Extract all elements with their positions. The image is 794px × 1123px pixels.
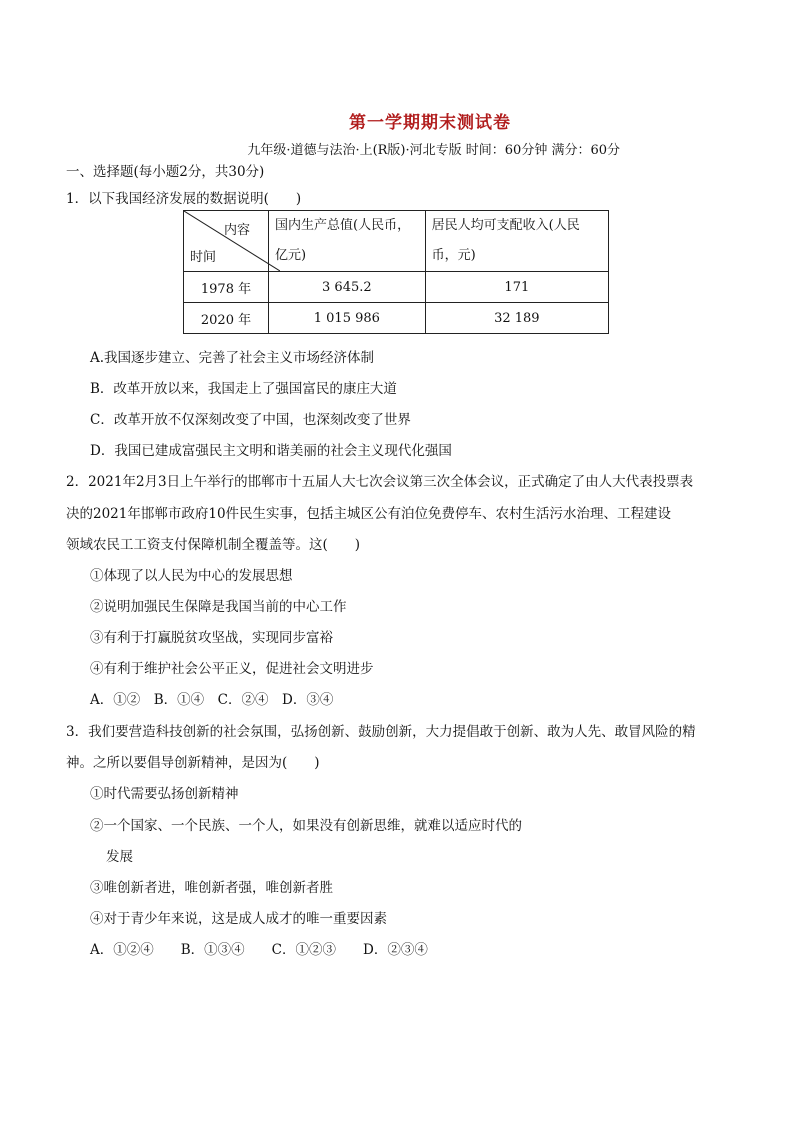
row-year: 1978 年 [184, 272, 269, 303]
corner-label-time: 时间 [190, 250, 217, 265]
row-income: 171 [425, 272, 608, 303]
question-2-options: A．①② B．①④ C．②④ D．③④ [90, 692, 334, 708]
row-gdp: 3 645.2 [269, 272, 426, 303]
question-2-item-4: ④有利于维护社会公平正义，促进社会文明进步 [90, 661, 374, 677]
column-header-gdp [269, 211, 426, 272]
row-gdp: 1 015 986 [269, 303, 426, 334]
question-2-stem-line2: 决的2021年邯郸市政府10件民生实事，包括主城区公有泊位免费停车、农村生活污水治理、工程建设 [66, 506, 672, 522]
column-header-gdp-line1: 国内生产总值(人民币， [275, 218, 411, 233]
question-2-stem-line3: 领域农民工工资支付保障机制全覆盖等。这( ) [66, 537, 361, 553]
row-year: 2020 年 [184, 303, 269, 334]
question-1-option-b: B．改革开放以来，我国走上了强国富民的康庄大道 [90, 381, 397, 397]
economy-data-table [183, 210, 609, 334]
question-3-item-1: ①时代需要弘扬创新精神 [90, 786, 239, 802]
question-3-item-2: ②一个国家、一个民族、一个人，如果没有创新思维，就难以适应时代的 [90, 818, 522, 834]
question-1-option-d: D．我国已建成富强民主文明和谐美丽的社会主义现代化强国 [90, 443, 452, 459]
question-3-options: A．①②④ B．①③④ C．①②③ D．②③④ [90, 942, 428, 958]
section-heading: 一、选择题(每小题2分，共30分) [66, 164, 265, 180]
question-3-stem-line2: 神。之所以要倡导创新精神，是因为( ) [66, 755, 320, 771]
table-row [184, 303, 609, 334]
question-3-stem-line1: 3．我们要营造科技创新的社会氛围，弘扬创新、鼓励创新，大力提倡敢于创新、敢为人先、敢冒风险的精 [66, 724, 696, 740]
table-row [184, 272, 609, 303]
column-header-gdp-line2: 亿元) [275, 248, 307, 263]
column-header-income-line2: 币，元) [431, 248, 476, 263]
question-1-option-a: A.我国逐步建立、完善了社会主义市场经济体制 [90, 350, 375, 366]
corner-label-content: 内容 [223, 223, 250, 238]
question-2-item-3: ③有利于打赢脱贫攻坚战，实现同步富裕 [90, 630, 333, 646]
page-title: 第一学期期末测试卷 [349, 113, 511, 133]
question-1-stem: 1．以下我国经济发展的数据说明( ) [66, 191, 302, 207]
question-3-item-4: ④对于青少年来说，这是成人成才的唯一重要因素 [90, 911, 387, 927]
question-2-item-1: ①体现了以人民为中心的发展思想 [90, 568, 293, 584]
question-3-item-3: ③唯创新者进，唯创新者强，唯创新者胜 [90, 880, 333, 896]
row-income: 32 189 [425, 303, 608, 334]
column-header-income-line1: 居民人均可支配收入(人民 [431, 218, 580, 233]
question-3-item-2-cont: 发展 [106, 849, 133, 865]
column-header-income [425, 211, 608, 272]
table-header-row [184, 211, 609, 272]
question-2-stem-line1: 2．2021年2月3日上午举行的邯郸市十五届人大七次会议第三次全体会议，正式确定了由人大代表投票表 [66, 474, 694, 490]
exam-subtitle: 九年级·道德与法治·上(R版)·河北专版 时间：60分钟 满分：60分 [247, 143, 620, 158]
question-1-option-c: C．改革开放不仅深刻改变了中国，也深刻改变了世界 [90, 412, 411, 428]
table-corner-cell [184, 211, 269, 272]
question-2-item-2: ②说明加强民生保障是我国当前的中心工作 [90, 599, 347, 615]
